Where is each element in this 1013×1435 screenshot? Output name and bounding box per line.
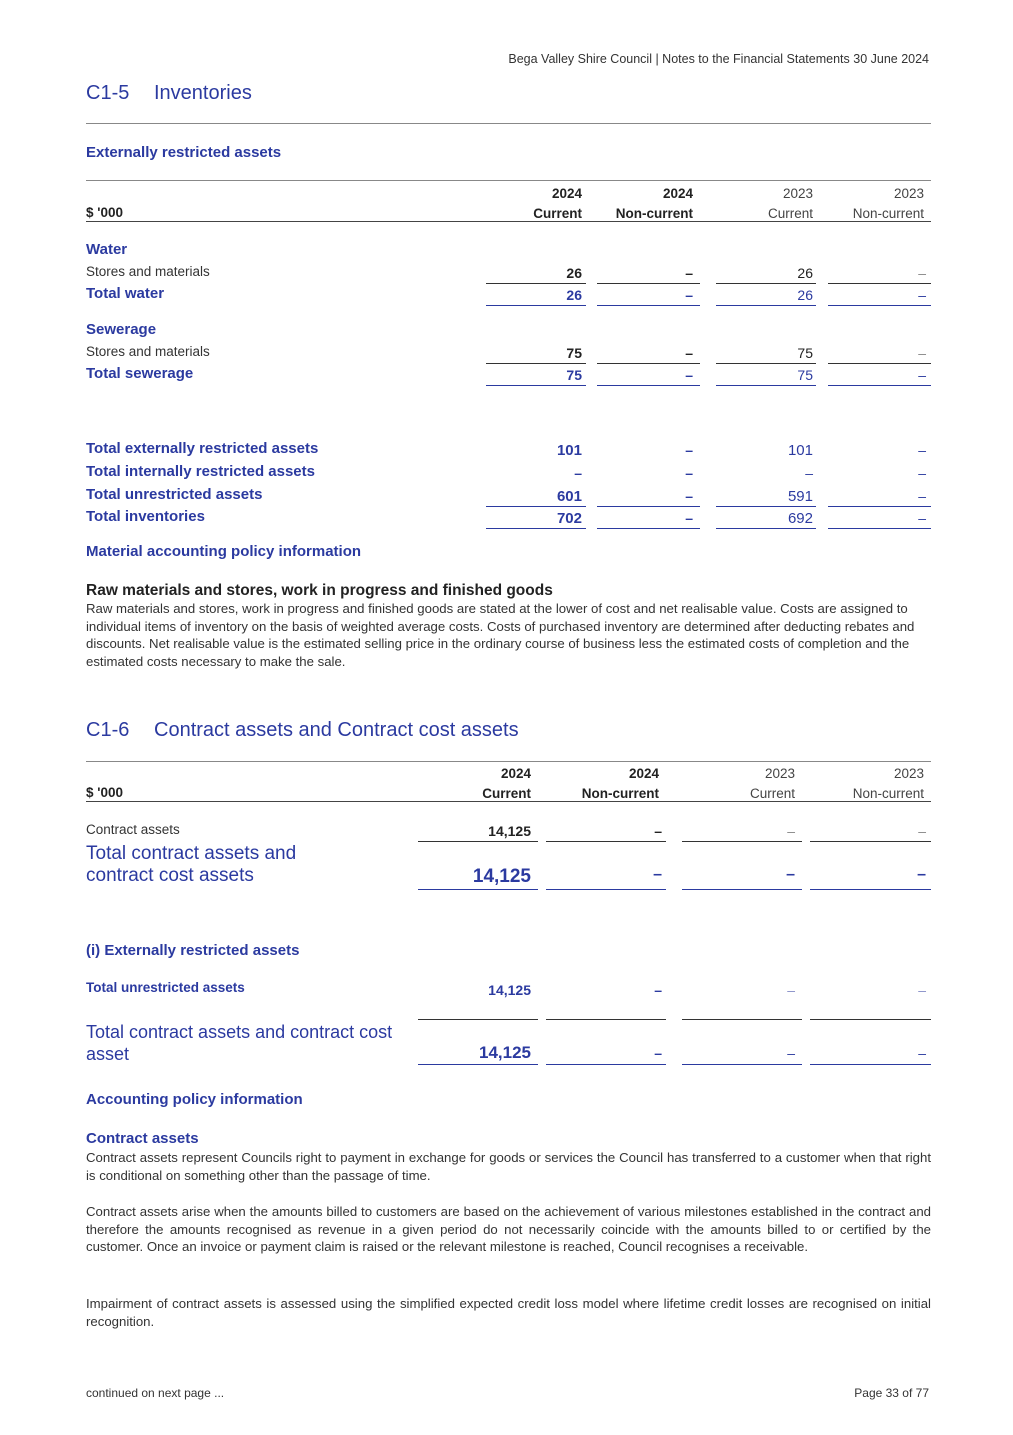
unrestricted-label: Total unrestricted assets bbox=[86, 980, 245, 995]
col-2023-current bbox=[768, 184, 813, 224]
summary-label: Total internally restricted assets bbox=[86, 463, 315, 480]
policy-paragraph-3: Impairment of contract assets is assessed using the simplified expected credit loss model where lifetime credit losses are recognised on initial recognition. bbox=[86, 1296, 931, 1329]
col-2023-noncurrent bbox=[853, 184, 924, 224]
cell: 692 bbox=[787, 510, 813, 527]
cell: – bbox=[685, 265, 693, 281]
underline bbox=[810, 1019, 931, 1020]
underline bbox=[597, 283, 700, 284]
cell: – bbox=[685, 345, 693, 361]
underline bbox=[546, 1064, 666, 1065]
section-number: C1-5 bbox=[86, 82, 130, 104]
cell: – bbox=[917, 866, 926, 883]
col-2023-current bbox=[750, 764, 795, 804]
section-title-c1-5 bbox=[86, 82, 252, 105]
total-contract-assets-label bbox=[86, 843, 296, 887]
underline bbox=[486, 528, 586, 529]
col-year: 2023 bbox=[764, 766, 795, 781]
cell: 101 bbox=[787, 442, 813, 459]
cell: 101 bbox=[556, 442, 582, 459]
col-year: 2024 bbox=[551, 186, 582, 201]
underline bbox=[597, 506, 700, 507]
sewerage-stores-label: Stores and materials bbox=[86, 344, 210, 359]
cell: – bbox=[918, 465, 926, 481]
col-year: 2023 bbox=[893, 186, 924, 201]
cell: 26 bbox=[797, 265, 813, 281]
cell: – bbox=[654, 1045, 662, 1061]
cell: – bbox=[787, 982, 795, 998]
col-label: Non-current bbox=[581, 786, 659, 801]
summary-label: Total unrestricted assets bbox=[86, 486, 263, 503]
underline bbox=[418, 1019, 538, 1020]
contract-assets-subheading: Contract assets bbox=[86, 1130, 199, 1147]
section-number: C1-6 bbox=[86, 719, 130, 741]
total-contract-assets-label-2 bbox=[86, 1021, 392, 1065]
contract-assets-label: Contract assets bbox=[86, 822, 180, 837]
underline bbox=[682, 889, 802, 890]
col-year: 2023 bbox=[782, 186, 813, 201]
underline bbox=[546, 1019, 666, 1020]
underline bbox=[828, 283, 931, 284]
page-header: Bega Valley Shire Council | Notes to the Financial Statements 30 June 2024 bbox=[508, 52, 929, 66]
externally-restricted-heading: Externally restricted assets bbox=[86, 144, 282, 161]
cell: – bbox=[918, 442, 926, 458]
cell: – bbox=[918, 510, 926, 526]
externally-restricted-heading: (i) Externally restricted assets bbox=[86, 942, 300, 959]
underline bbox=[828, 385, 931, 386]
accounting-policy-heading: Accounting policy information bbox=[86, 1091, 303, 1108]
underline bbox=[486, 283, 586, 284]
underline bbox=[810, 1064, 931, 1065]
cell: – bbox=[685, 442, 693, 458]
cell: – bbox=[805, 465, 813, 481]
col-label: Current bbox=[767, 206, 813, 221]
section-title-text: Contract assets and Contract cost assets bbox=[154, 719, 519, 741]
col-label: Current bbox=[749, 786, 795, 801]
cell: – bbox=[918, 823, 926, 839]
underline bbox=[716, 305, 816, 306]
cell: – bbox=[574, 465, 582, 481]
policy-paragraph-1: Contract assets represent Councils right to payment in exchange for goods or services the Council has transferred to a customer when that right is conditional on something other than the passage of time. bbox=[86, 1150, 931, 1183]
cell: 702 bbox=[556, 510, 582, 527]
col-2024-noncurrent bbox=[616, 184, 693, 224]
cell: 75 bbox=[566, 345, 582, 361]
page-number: Page 33 of 77 bbox=[854, 1386, 929, 1400]
underline bbox=[486, 305, 586, 306]
cell: – bbox=[654, 982, 662, 998]
underline bbox=[546, 841, 666, 842]
col-label: Current bbox=[482, 786, 531, 801]
underline bbox=[486, 363, 586, 364]
underline bbox=[597, 363, 700, 364]
col-label: Non-current bbox=[852, 786, 924, 801]
underline bbox=[597, 305, 700, 306]
header-underline bbox=[86, 221, 931, 222]
col-label: Non-current bbox=[852, 206, 924, 221]
col-year: 2024 bbox=[628, 766, 659, 781]
underline bbox=[418, 889, 538, 890]
continued-note: continued on next page ... bbox=[86, 1386, 225, 1400]
cell: – bbox=[918, 1045, 926, 1061]
table-top-rule bbox=[86, 180, 931, 181]
underline bbox=[716, 528, 816, 529]
underline bbox=[597, 385, 700, 386]
section-rule bbox=[86, 123, 931, 124]
underline bbox=[486, 385, 586, 386]
underline bbox=[597, 528, 700, 529]
underline bbox=[486, 506, 586, 507]
underline bbox=[828, 506, 931, 507]
cell: – bbox=[786, 866, 795, 883]
cell: – bbox=[685, 488, 693, 504]
label-line: Total contract assets and bbox=[86, 843, 297, 864]
header-underline bbox=[86, 801, 931, 802]
section-title-c1-6 bbox=[86, 719, 519, 742]
section-title-text: Inventories bbox=[154, 82, 252, 104]
col-label: Current bbox=[533, 206, 582, 221]
sewerage-heading: Sewerage bbox=[86, 321, 157, 338]
cell: – bbox=[918, 367, 926, 383]
policy-subheading: Raw materials and stores, work in progress and finished goods bbox=[86, 582, 553, 599]
summary-label: Total inventories bbox=[86, 508, 205, 525]
total-water-label: Total water bbox=[86, 285, 165, 302]
water-stores-label: Stores and materials bbox=[86, 264, 210, 279]
policy-heading: Material accounting policy information bbox=[86, 543, 362, 560]
cell: 26 bbox=[566, 287, 582, 303]
col-year: 2024 bbox=[500, 766, 531, 781]
cell: – bbox=[685, 510, 693, 526]
underline bbox=[418, 1064, 538, 1065]
label-line: contract cost assets bbox=[86, 865, 254, 886]
underline bbox=[682, 1019, 802, 1020]
underline bbox=[716, 385, 816, 386]
cell: – bbox=[654, 823, 662, 839]
cell: 75 bbox=[566, 367, 582, 383]
underline bbox=[828, 528, 931, 529]
cell: 75 bbox=[797, 345, 813, 361]
underline bbox=[546, 889, 666, 890]
cell: – bbox=[918, 265, 926, 281]
cell: 75 bbox=[797, 367, 813, 383]
cell: – bbox=[685, 367, 693, 383]
cell: – bbox=[787, 823, 795, 839]
policy-paragraph-2: Contract assets arise when the amounts billed to customers are based on the achievement of various milestones established in the contract and therefore the amounts recognised as revenue in a given period do not necessarily coincide with the amounts billed to or certified by the customer. Once an invoice or payment claim is raised or the relevant milestone is reached, Council recognises a receivable. bbox=[86, 1204, 931, 1254]
cell: 14,125 bbox=[488, 823, 531, 839]
cell: 14,125 bbox=[472, 866, 531, 887]
cell: – bbox=[918, 982, 926, 998]
underline bbox=[682, 1064, 802, 1065]
underline bbox=[810, 889, 931, 890]
policy-paragraph: Raw materials and stores, work in progress and finished goods are stated at the lower of cost and net realisable value. Costs are assigned to individual items of inventory on the basis of weighted average costs. Costs of purchased inventory are determined after deducting rebates and discounts. Net realisable value is the estimated selling price in the ordinary course of business less the estimated costs of completion and the estimated costs necessary to make the sale. bbox=[86, 601, 915, 669]
cell: – bbox=[918, 287, 926, 303]
cell: 26 bbox=[566, 265, 582, 281]
label-line: asset bbox=[86, 1044, 130, 1064]
underline bbox=[828, 305, 931, 306]
label-line: Total contract assets and contract cost bbox=[86, 1022, 393, 1042]
col-2024-current bbox=[533, 184, 582, 224]
col-2024-current bbox=[482, 764, 531, 804]
cell: 601 bbox=[556, 488, 582, 505]
cell: 591 bbox=[787, 488, 813, 505]
unit-label: $ '000 bbox=[86, 205, 123, 220]
summary-label: Total externally restricted assets bbox=[86, 440, 319, 457]
cell: 14,125 bbox=[488, 982, 531, 998]
cell: – bbox=[653, 866, 662, 883]
water-heading: Water bbox=[86, 241, 128, 258]
underline bbox=[418, 841, 538, 842]
underline bbox=[682, 841, 802, 842]
cell: – bbox=[787, 1045, 795, 1061]
cell: – bbox=[685, 287, 693, 303]
underline bbox=[716, 283, 816, 284]
col-year: 2023 bbox=[893, 766, 924, 781]
col-year: 2024 bbox=[662, 186, 693, 201]
total-sewerage-label: Total sewerage bbox=[86, 365, 194, 382]
cell: – bbox=[918, 345, 926, 361]
underline bbox=[828, 363, 931, 364]
underline bbox=[716, 363, 816, 364]
cell: – bbox=[685, 465, 693, 481]
col-2023-noncurrent bbox=[853, 764, 924, 804]
underline bbox=[716, 506, 816, 507]
cell: – bbox=[918, 488, 926, 504]
underline bbox=[810, 841, 931, 842]
section-rule bbox=[86, 761, 931, 762]
cell: 14,125 bbox=[479, 1043, 531, 1062]
unit-label: $ '000 bbox=[86, 785, 123, 800]
cell: 26 bbox=[797, 287, 813, 303]
col-label: Non-current bbox=[615, 206, 693, 221]
col-2024-noncurrent bbox=[582, 764, 659, 804]
